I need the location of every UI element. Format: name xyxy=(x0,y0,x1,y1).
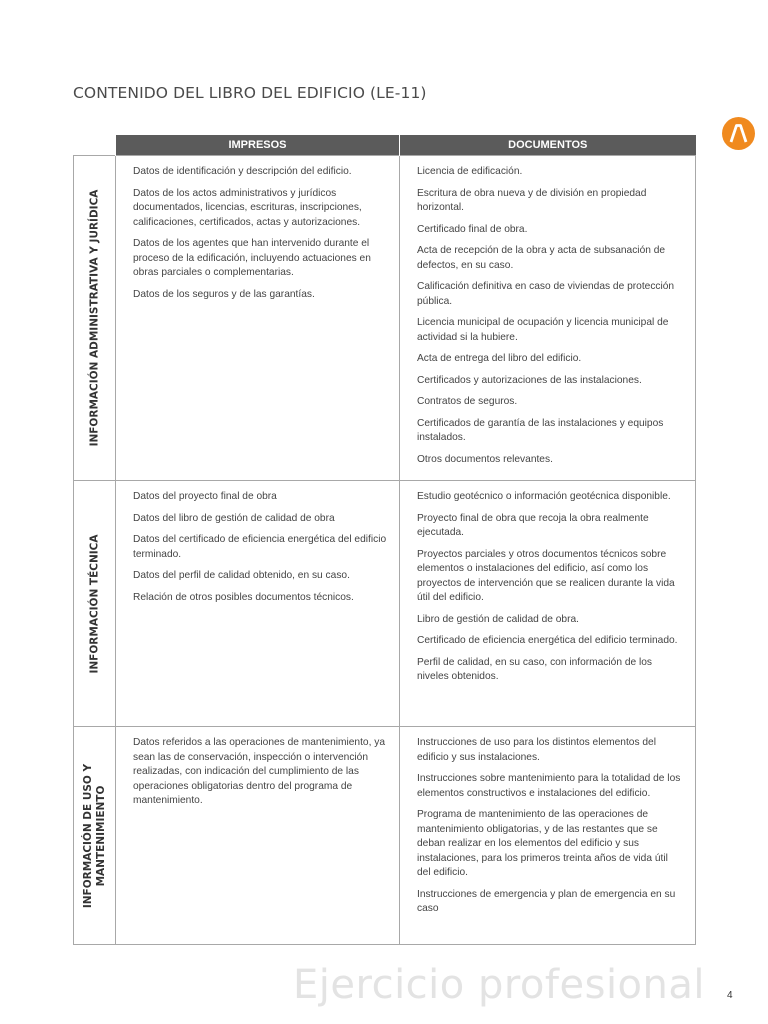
table-row xyxy=(74,481,696,727)
list-item: Estudio geotécnico o información geotécnica disponible. xyxy=(417,491,671,502)
impresos-cell xyxy=(116,156,400,481)
list-item: Certificado de eficiencia energética del edificio terminado. xyxy=(417,635,678,646)
list-item: Certificado final de obra. xyxy=(417,223,528,235)
list-item: Acta de entrega del libro del edificio. xyxy=(417,353,582,364)
header-corner xyxy=(74,135,116,156)
list-item: Instrucciones de uso para los distintos elementos del edificio y sus instalaciones. xyxy=(417,737,656,763)
list-item: Datos del libro de gestión de calidad de obra xyxy=(133,512,335,524)
list-item: Datos de identificación y descripción del edificio. xyxy=(133,166,352,177)
list-item: Licencia municipal de ocupación y licencia municipal de actividad si la hubiere. xyxy=(417,317,669,343)
list-item: Instrucciones de emergencia y plan de emergencia en su caso xyxy=(417,888,676,914)
impresos-cell xyxy=(116,727,400,945)
list-item: Proyecto final de obra que recoja la obra realmente ejecutada. xyxy=(417,512,649,538)
list-item: Relación de otros posibles documentos técnicos. xyxy=(133,591,354,603)
content-table xyxy=(73,135,696,945)
list-item: Escritura de obra nueva y de división en propiedad horizontal. xyxy=(417,187,647,213)
table-row xyxy=(74,156,696,481)
list-item: Datos de los seguros y de las garantías. xyxy=(133,288,315,300)
list-item: Certificados y autorizaciones de las instalaciones. xyxy=(417,374,642,386)
list-item: Acta de recepción de la obra y acta de subsanación de defectos, en su caso. xyxy=(417,245,666,271)
column-header-impresos: IMPRESOS xyxy=(116,135,400,156)
list-item: Libro de gestión de calidad de obra. xyxy=(417,613,579,625)
list-item: Datos de los actos administrativos y jurídicos documentados, licencias, escrituras, inscripciones, calificaciones, certificados, actas y autorizaciones. xyxy=(133,187,362,228)
list-item: Calificación definitiva en caso de viviendas de protección pública. xyxy=(417,281,675,307)
list-item: Proyectos parciales y otros documentos técnicos sobre elementos o instalaciones del edificio, así como los proyectos de intervención que se realicen durante la vida útil del edificio. xyxy=(417,548,675,603)
list-item: Contratos de seguros. xyxy=(417,396,518,407)
row-label xyxy=(82,763,108,907)
list-item: Certificados de garantía de las instalaciones y equipos instalados. xyxy=(417,417,664,443)
list-item: Perfil de calidad, en su caso, con información de los niveles obtenidos. xyxy=(417,656,653,682)
row-label: INFORMACIÓN ADMINISTRATIVA Y JURÍDICA xyxy=(88,189,100,447)
documentos-cell xyxy=(400,481,696,727)
row-label: INFORMACIÓN TÉCNICA xyxy=(88,533,100,674)
row-label-cell xyxy=(74,481,116,727)
list-item: Datos de los agentes que han intervenido durante el proceso de la edificación, incluyendo actuaciones en obras parciales o complementarias. xyxy=(133,238,371,278)
impresos-cell xyxy=(116,481,400,727)
row-label-line: MANTENIMIENTO xyxy=(94,785,107,886)
list-item: Datos del proyecto final de obra xyxy=(133,491,277,502)
row-label-cell xyxy=(74,727,116,945)
brand-logo-icon xyxy=(722,117,755,150)
list-item: Licencia de edificación. xyxy=(417,166,523,177)
documentos-cell xyxy=(400,156,696,481)
page-number: 4 xyxy=(727,990,733,1001)
documentos-cell xyxy=(400,727,696,945)
table-row xyxy=(74,727,696,945)
list-item: Datos del perfil de calidad obtenido, en su caso. xyxy=(133,570,350,581)
list-item: Datos referidos a las operaciones de mantenimiento, ya sean las de conservación, inspección o intervención realizadas, con indicación del cumplimiento de las operaciones obligatorias dentro del programa de mantenimiento. xyxy=(133,737,385,806)
footer-title: Ejercicio profesional xyxy=(293,962,705,1008)
list-item: Datos del certificado de eficiencia energética del edificio terminado. xyxy=(133,534,387,560)
row-label-line: INFORMACIÓN DE USO Y xyxy=(81,763,94,908)
table-header-row xyxy=(74,135,696,156)
list-item: Otros documentos relevantes. xyxy=(417,453,553,465)
row-label-cell xyxy=(74,156,116,481)
list-item: Programa de mantenimiento de las operaciones de mantenimiento obligatorias, y de las restantes que se deban realizar en los elementos del edificio y sus instalaciones, para los primeros treinta años de vida útil del edificio. xyxy=(417,809,668,878)
list-item: Instrucciones sobre mantenimiento para la totalidad de los elementos constructivos e instalaciones del edificio. xyxy=(417,773,681,799)
page-title: CONTENIDO DEL LIBRO DEL EDIFICIO (LE-11) xyxy=(73,84,427,102)
column-header-documentos: DOCUMENTOS xyxy=(400,135,696,156)
